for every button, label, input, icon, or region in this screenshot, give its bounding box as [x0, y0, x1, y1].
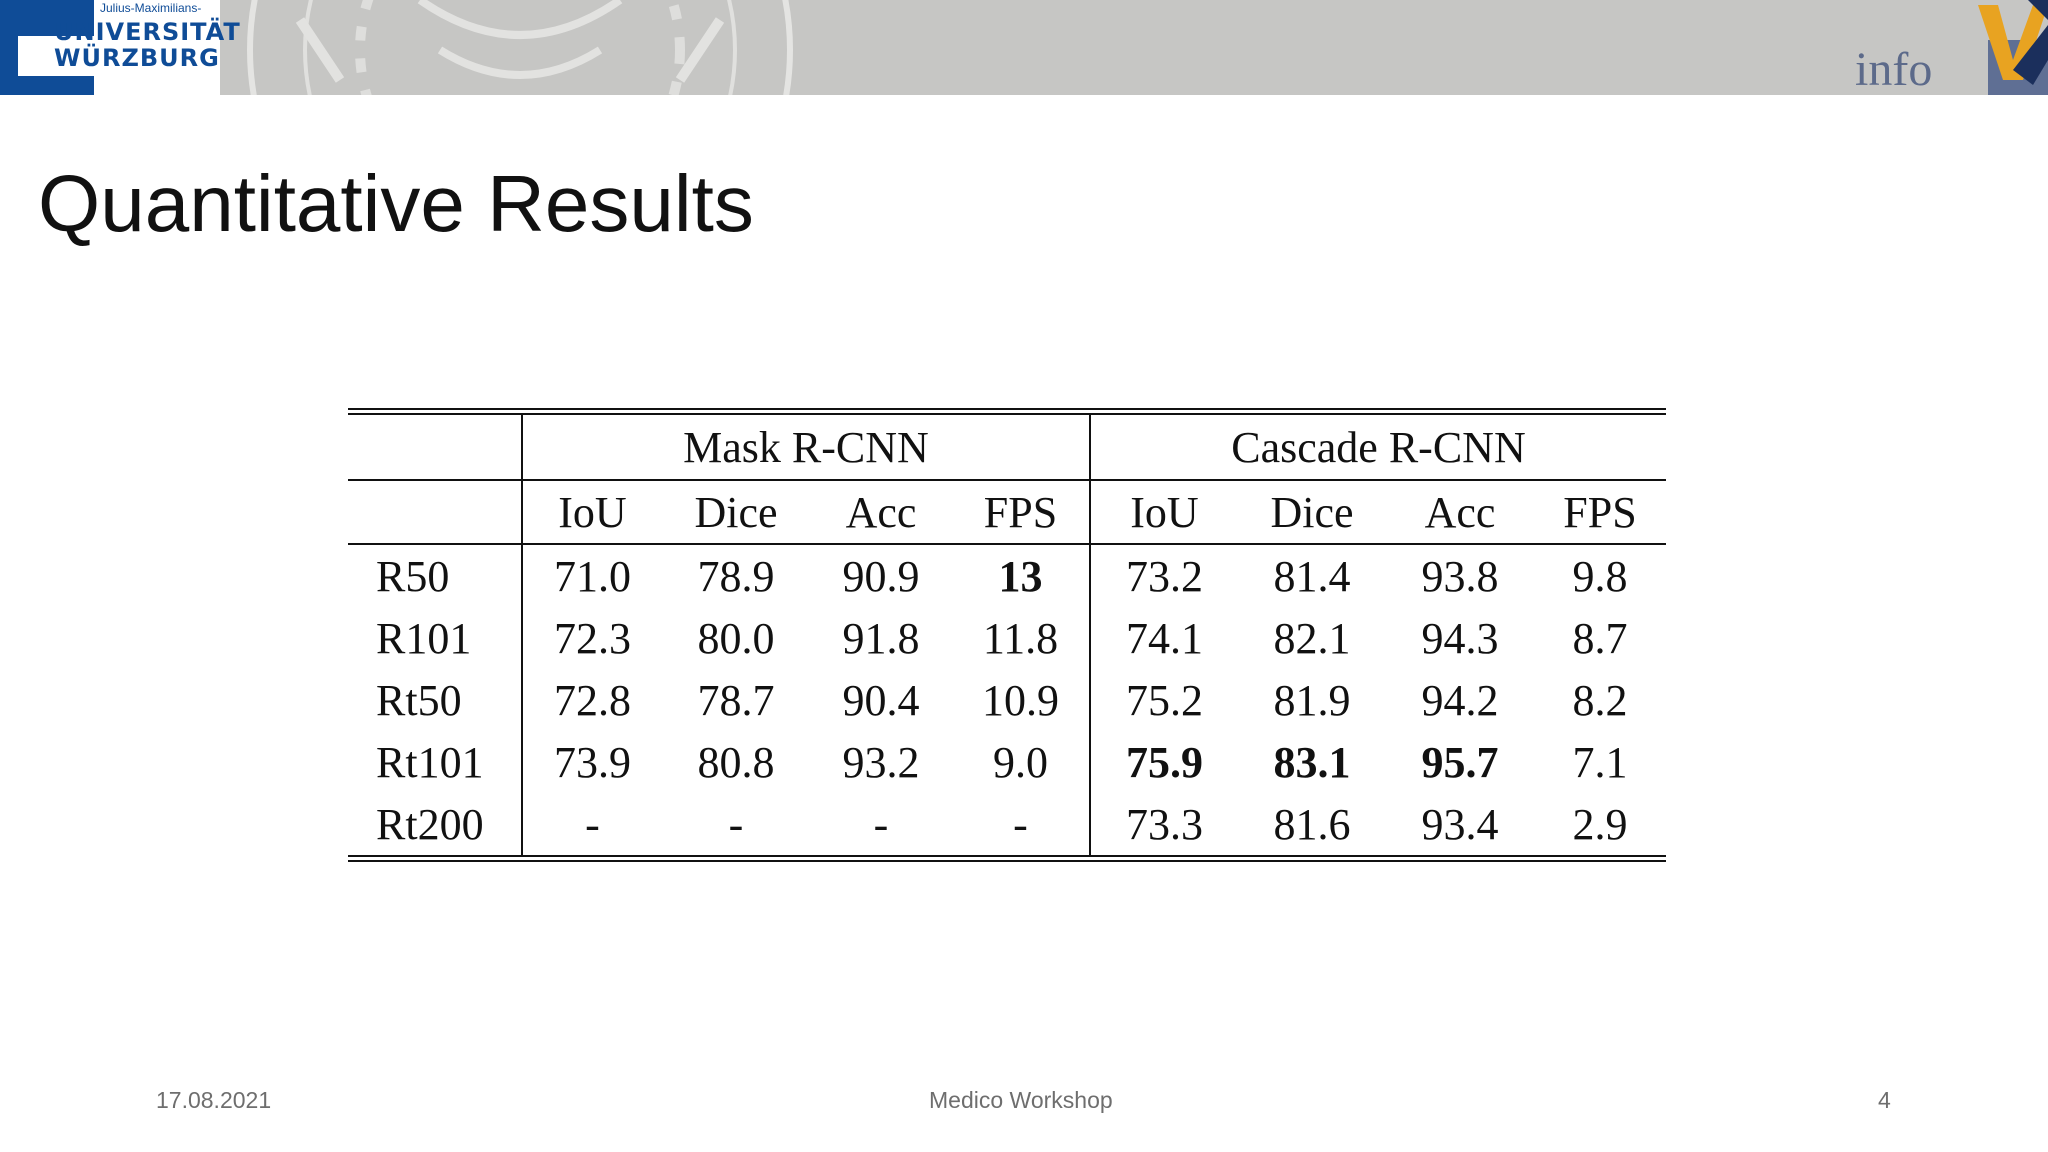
row-label: Rt50 [376, 675, 462, 725]
cell-value: 80.0 [697, 613, 775, 663]
table-cell [1238, 544, 1386, 607]
cell-value: 2.9 [1572, 799, 1628, 849]
metric-header: Dice [662, 480, 810, 544]
cell-value: 10.9 [982, 675, 1059, 725]
row-label: Rt200 [376, 799, 484, 849]
university-line-1: UNIVERSITÄT [54, 18, 241, 46]
cell-value: 80.8 [697, 737, 775, 787]
table-row [348, 607, 1666, 669]
table-cell [1534, 607, 1666, 669]
row-label: Rt101 [376, 737, 484, 787]
cell-value: 9.0 [993, 737, 1048, 787]
table-cell [952, 544, 1090, 607]
metric-header: IoU [1090, 480, 1238, 544]
table-cell [1534, 669, 1666, 731]
footer-title: Medico Workshop [929, 1087, 1113, 1113]
table-cell [662, 669, 810, 731]
cell-value: 91.8 [842, 613, 920, 663]
cell-value: 93.4 [1421, 799, 1499, 849]
footer-date: 17.08.2021 [156, 1087, 272, 1113]
results-table [348, 408, 1666, 862]
results-body [348, 544, 1666, 859]
cell-value: 72.3 [554, 613, 631, 663]
cell-value: 78.9 [697, 551, 775, 601]
cell-value: 81.9 [1273, 675, 1351, 725]
cell-value: 81.6 [1273, 799, 1351, 849]
table-cell [1090, 544, 1238, 607]
cell-value: 8.2 [1572, 675, 1628, 725]
cell-value: 93.8 [1421, 551, 1499, 601]
cell-value: - [585, 799, 600, 849]
metric-header: Acc [1386, 480, 1534, 544]
table-cell [1386, 731, 1534, 793]
cell-value: 13 [998, 551, 1043, 601]
group-header-mask-rcnn: Mask R-CNN [522, 412, 1090, 481]
table-cell [1386, 544, 1534, 607]
cell-value: 9.8 [1572, 551, 1628, 601]
cell-value: 82.1 [1273, 613, 1351, 663]
cell-value: 90.9 [842, 551, 920, 601]
university-line-2: WÜRZBURG [54, 44, 220, 72]
cell-value: 71.0 [554, 551, 631, 601]
table-cell [1386, 793, 1534, 859]
table-cell [1534, 793, 1666, 859]
cell-value: 7.1 [1572, 737, 1628, 787]
cell-value: 83.1 [1273, 737, 1351, 787]
cell-value: - [1013, 799, 1028, 849]
cell-value: 75.2 [1126, 675, 1203, 725]
table-cell [522, 793, 662, 859]
cell-value: 95.7 [1421, 737, 1499, 787]
table-cell [662, 731, 810, 793]
table-cell [810, 793, 952, 859]
table-cell [522, 607, 662, 669]
table-cell [952, 669, 1090, 731]
table-cell [522, 544, 662, 607]
cell-value: 73.2 [1126, 551, 1203, 601]
table-cell [1238, 607, 1386, 669]
table-cell [952, 731, 1090, 793]
table-cell [1090, 731, 1238, 793]
university-small-label: Julius-Maximilians- [100, 1, 202, 15]
table-cell [1534, 731, 1666, 793]
table-cell [522, 669, 662, 731]
table-cell [810, 607, 952, 669]
cell-value: 93.2 [842, 737, 920, 787]
table-cell [810, 544, 952, 607]
metric-header: Acc [810, 480, 952, 544]
cell-value: 8.7 [1572, 613, 1628, 663]
cell-value: 90.4 [842, 675, 920, 725]
cell-value: - [873, 799, 889, 849]
table-cell [1090, 669, 1238, 731]
cell-value: 72.8 [554, 675, 631, 725]
cell-value: 73.9 [554, 737, 631, 787]
row-label: R50 [376, 551, 450, 601]
table-cell [662, 607, 810, 669]
group-header-cascade-rcnn: Cascade R-CNN [1090, 412, 1666, 481]
table-cell [1238, 793, 1386, 859]
table-cell [952, 793, 1090, 859]
table-cell [1386, 607, 1534, 669]
cell-value: 75.9 [1126, 737, 1203, 787]
cell-value: 78.7 [697, 675, 775, 725]
slide-title: Quantitative Results [38, 159, 754, 248]
table-cell [1090, 793, 1238, 859]
table-row [348, 669, 1666, 731]
table-cell [810, 731, 952, 793]
cell-value: 73.3 [1126, 799, 1203, 849]
footer-page-number: 4 [1878, 1087, 1891, 1113]
table-cell [522, 731, 662, 793]
table-cell [1238, 669, 1386, 731]
cell-value: - [728, 799, 744, 849]
cell-value: 94.3 [1421, 613, 1499, 663]
table-cell [1238, 731, 1386, 793]
table-row [348, 544, 1666, 607]
table-cell [662, 544, 810, 607]
table-row [348, 793, 1666, 859]
table-cell [1090, 607, 1238, 669]
header-banner [0, 0, 2048, 95]
university-seal-watermark [240, 0, 800, 95]
metric-header: Dice [1238, 480, 1386, 544]
table-cell [1386, 669, 1534, 731]
table-corner [348, 412, 522, 481]
metric-header-blank [348, 480, 522, 544]
table-cell [810, 669, 952, 731]
cell-value: 94.2 [1421, 675, 1499, 725]
university-wordmark [54, 0, 241, 95]
cell-value: 11.8 [982, 613, 1059, 663]
cell-value: 74.1 [1126, 613, 1203, 663]
informatik-logo [1848, 0, 2048, 95]
info-wordmark: info [1855, 43, 1933, 95]
table-cell [662, 793, 810, 859]
metric-header: IoU [522, 480, 662, 544]
table-row [348, 731, 1666, 793]
metric-header: FPS [1534, 480, 1666, 544]
table-cell [952, 607, 1090, 669]
row-label: R101 [376, 613, 472, 663]
table-cell [1534, 544, 1666, 607]
cell-value: 81.4 [1273, 551, 1351, 601]
metric-header: FPS [952, 480, 1090, 544]
